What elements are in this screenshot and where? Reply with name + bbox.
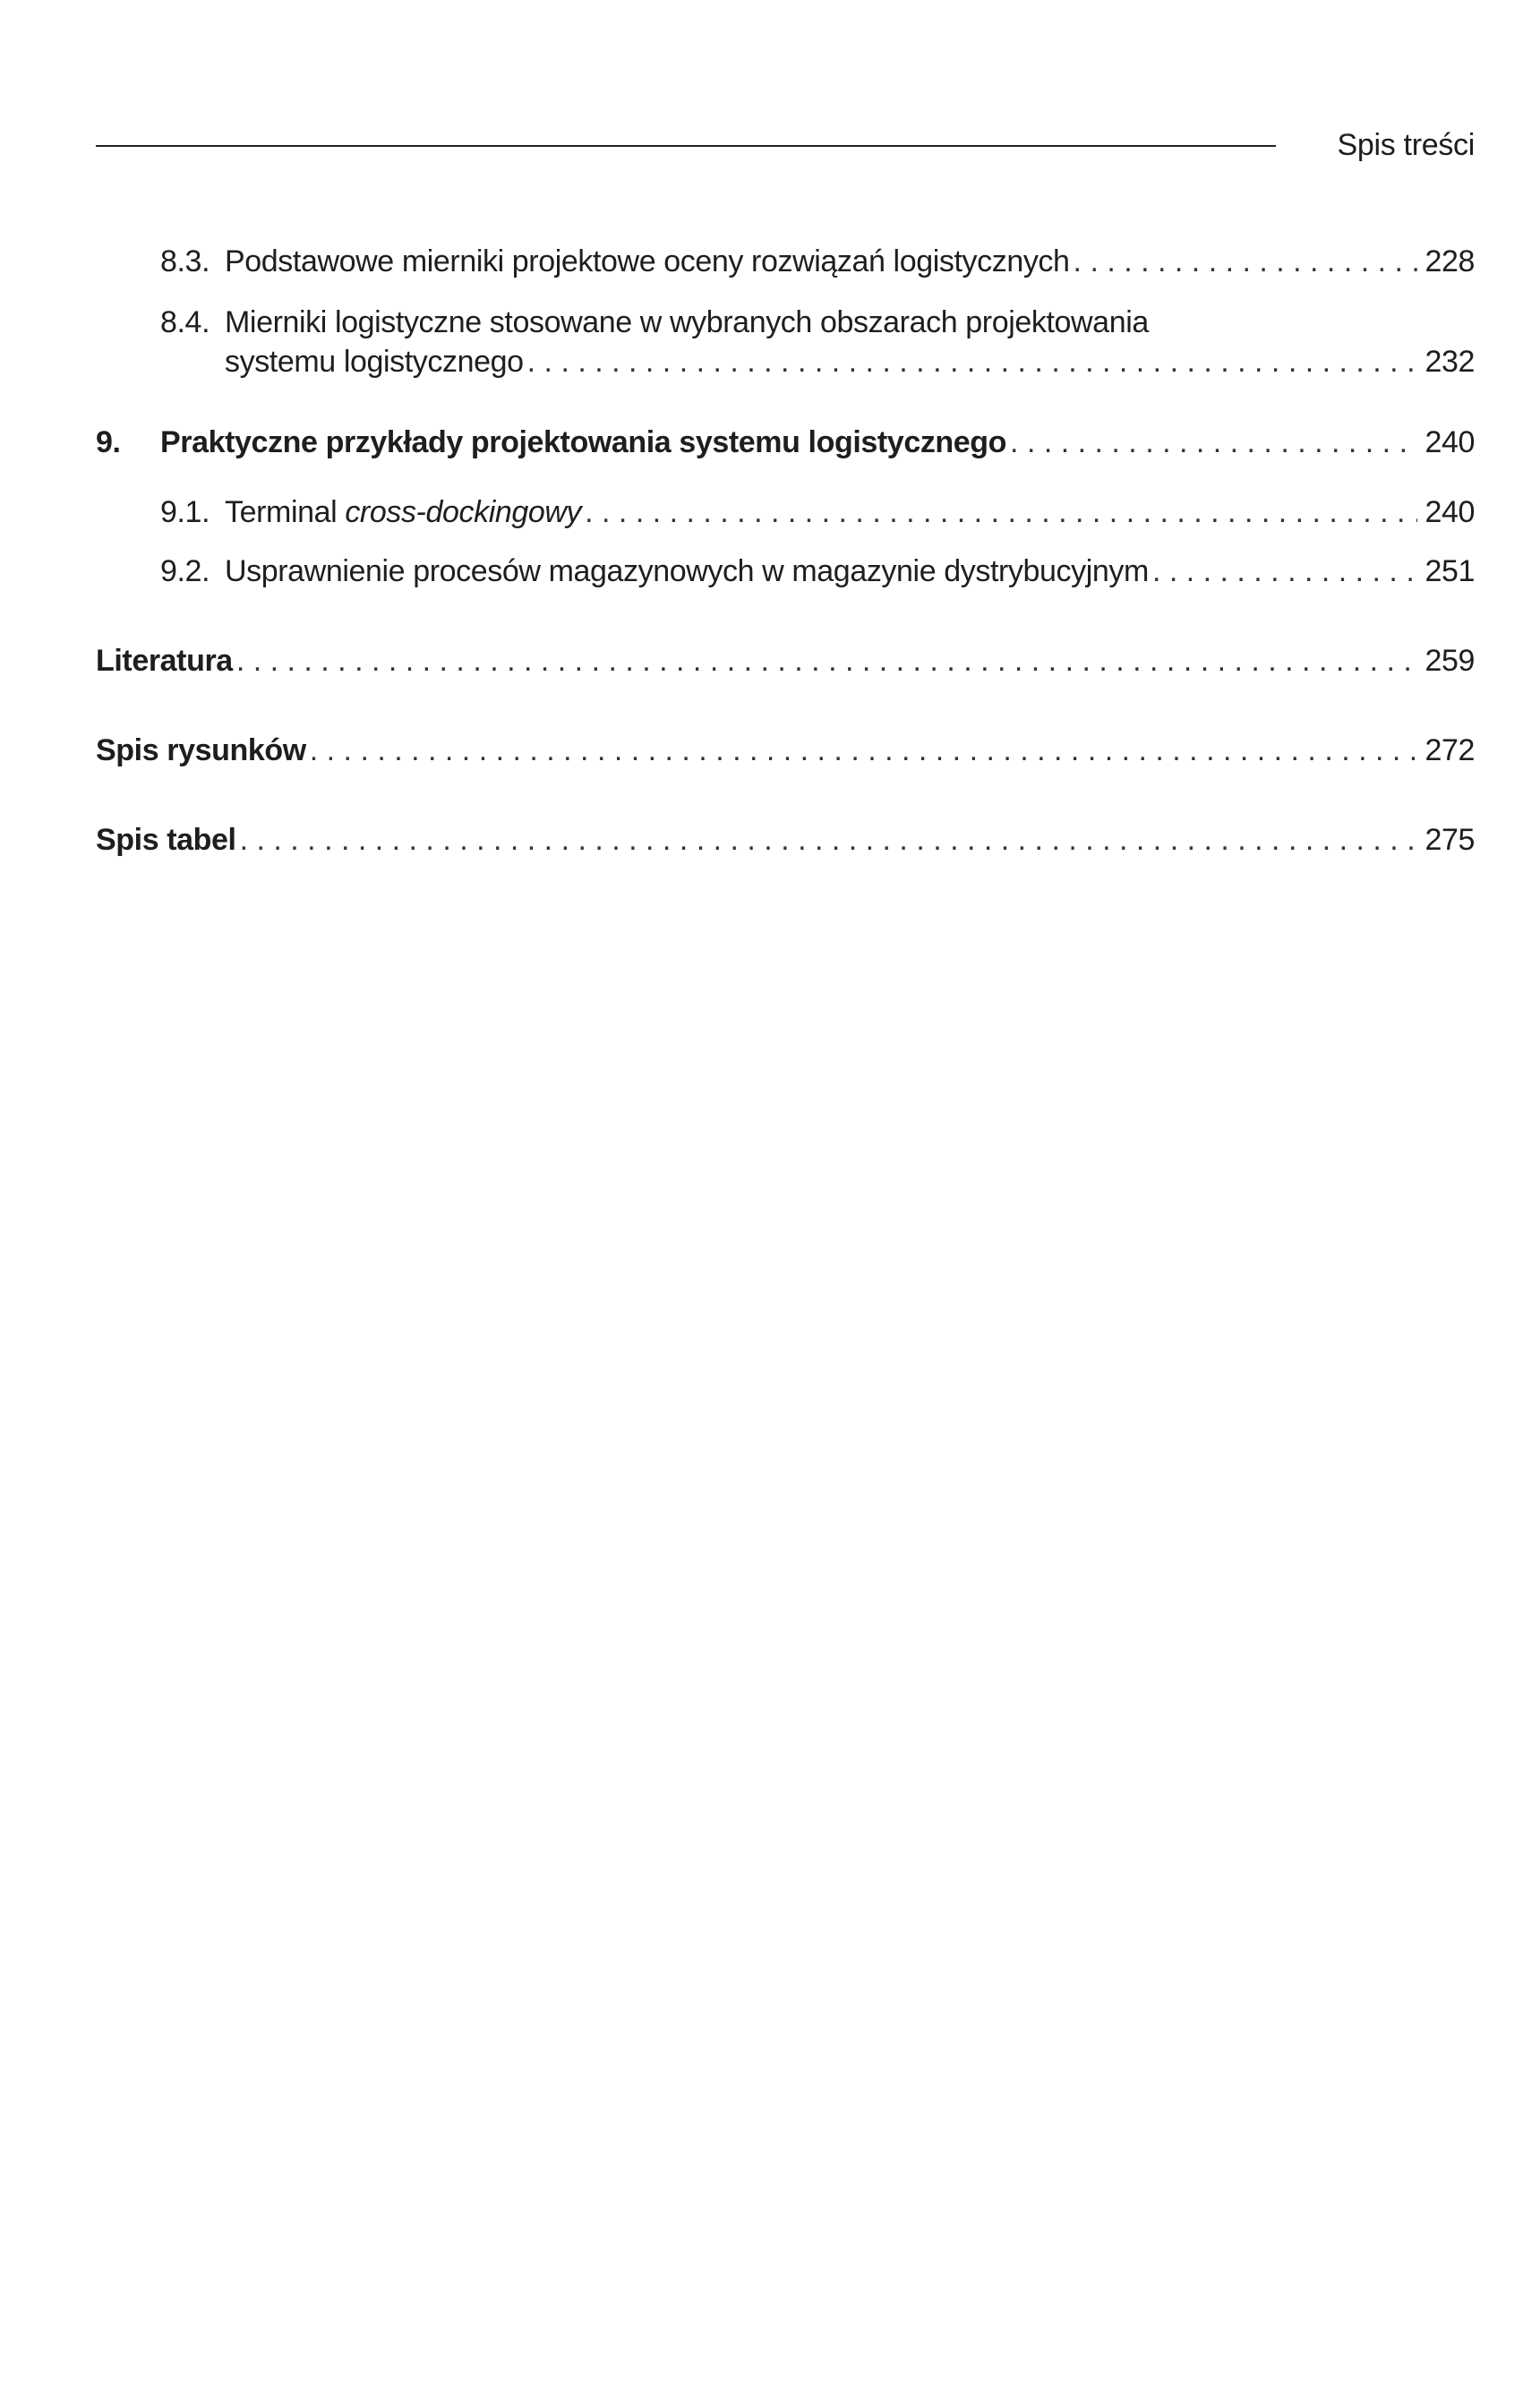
toc-entry-number: 9.1. — [160, 495, 210, 529]
toc-entry-number: 8.3. — [160, 244, 210, 278]
toc-entry-title: Spis rysunków — [96, 733, 306, 767]
toc-entry-8-4 — [96, 303, 1475, 381]
toc-entry-spis-rysunkow — [96, 731, 1475, 770]
toc-entry-body — [225, 242, 1475, 281]
dot-leader — [585, 492, 1417, 532]
toc-entry-literatura — [96, 641, 1475, 680]
toc-entry-title: Literatura — [96, 644, 233, 678]
dot-leader — [1010, 423, 1417, 462]
toc-entry-title: Praktyczne przykłady projektowania systemu logistycznego — [160, 425, 1007, 459]
toc-entry-title-italic: cross-dockingowy — [345, 495, 582, 529]
toc-entry-title-line-1: Mierniki logistyczne stosowane w wybranych obszarach projektowania — [225, 305, 1149, 339]
toc-entry-page: 228 — [1424, 244, 1475, 278]
toc-entry-body — [225, 492, 1475, 532]
dot-leader — [240, 820, 1418, 860]
toc-entry-9-2 — [96, 552, 1475, 591]
toc-entry-page: 272 — [1424, 733, 1475, 767]
toc-entry-9-1 — [96, 492, 1475, 532]
toc-entry-page: 251 — [1424, 554, 1475, 588]
toc-entry-page: 240 — [1424, 495, 1475, 529]
header-title: Spis treści — [1337, 128, 1475, 162]
dot-leader — [1152, 552, 1418, 591]
toc-entry-body — [160, 423, 1475, 462]
toc-entry-title — [225, 492, 581, 532]
table-of-contents — [96, 242, 1475, 860]
toc-entry-number: 9.2. — [160, 554, 210, 588]
toc-entry-title: Podstawowe mierniki projektowe oceny rozwiązań logistycznych — [225, 244, 1070, 278]
toc-entry-number: 8.4. — [160, 305, 210, 339]
toc-entry-body — [225, 552, 1475, 591]
toc-entry-8-3 — [96, 242, 1475, 281]
toc-entry-page: 259 — [1424, 644, 1475, 678]
toc-entry-body — [225, 303, 1475, 381]
toc-entry-spis-tabel — [96, 820, 1475, 860]
toc-entry-title-line-2-row — [225, 342, 1475, 381]
toc-entry-page: 240 — [1424, 425, 1475, 459]
dot-leader — [236, 641, 1418, 680]
dot-leader — [527, 342, 1418, 381]
toc-entry-body — [96, 820, 1475, 860]
dot-leader — [310, 731, 1418, 770]
toc-entry-title-plain: Terminal — [225, 495, 346, 529]
dot-leader — [1074, 242, 1418, 281]
toc-entry-title: Spis tabel — [96, 823, 236, 857]
toc-entry-page: 275 — [1424, 823, 1475, 857]
running-header — [96, 125, 1475, 170]
toc-entry-chapter-9 — [96, 423, 1475, 462]
toc-entry-body — [96, 641, 1475, 680]
toc-entry-title-line-2: systemu logistycznego — [225, 345, 524, 379]
toc-entry-title: Usprawnienie procesów magazynowych w magazynie dystrybucyjnym — [225, 554, 1149, 588]
toc-entry-body — [96, 731, 1475, 770]
toc-entry-page: 232 — [1424, 345, 1475, 379]
toc-entry-number: 9. — [96, 425, 121, 459]
header-rule — [96, 145, 1276, 147]
